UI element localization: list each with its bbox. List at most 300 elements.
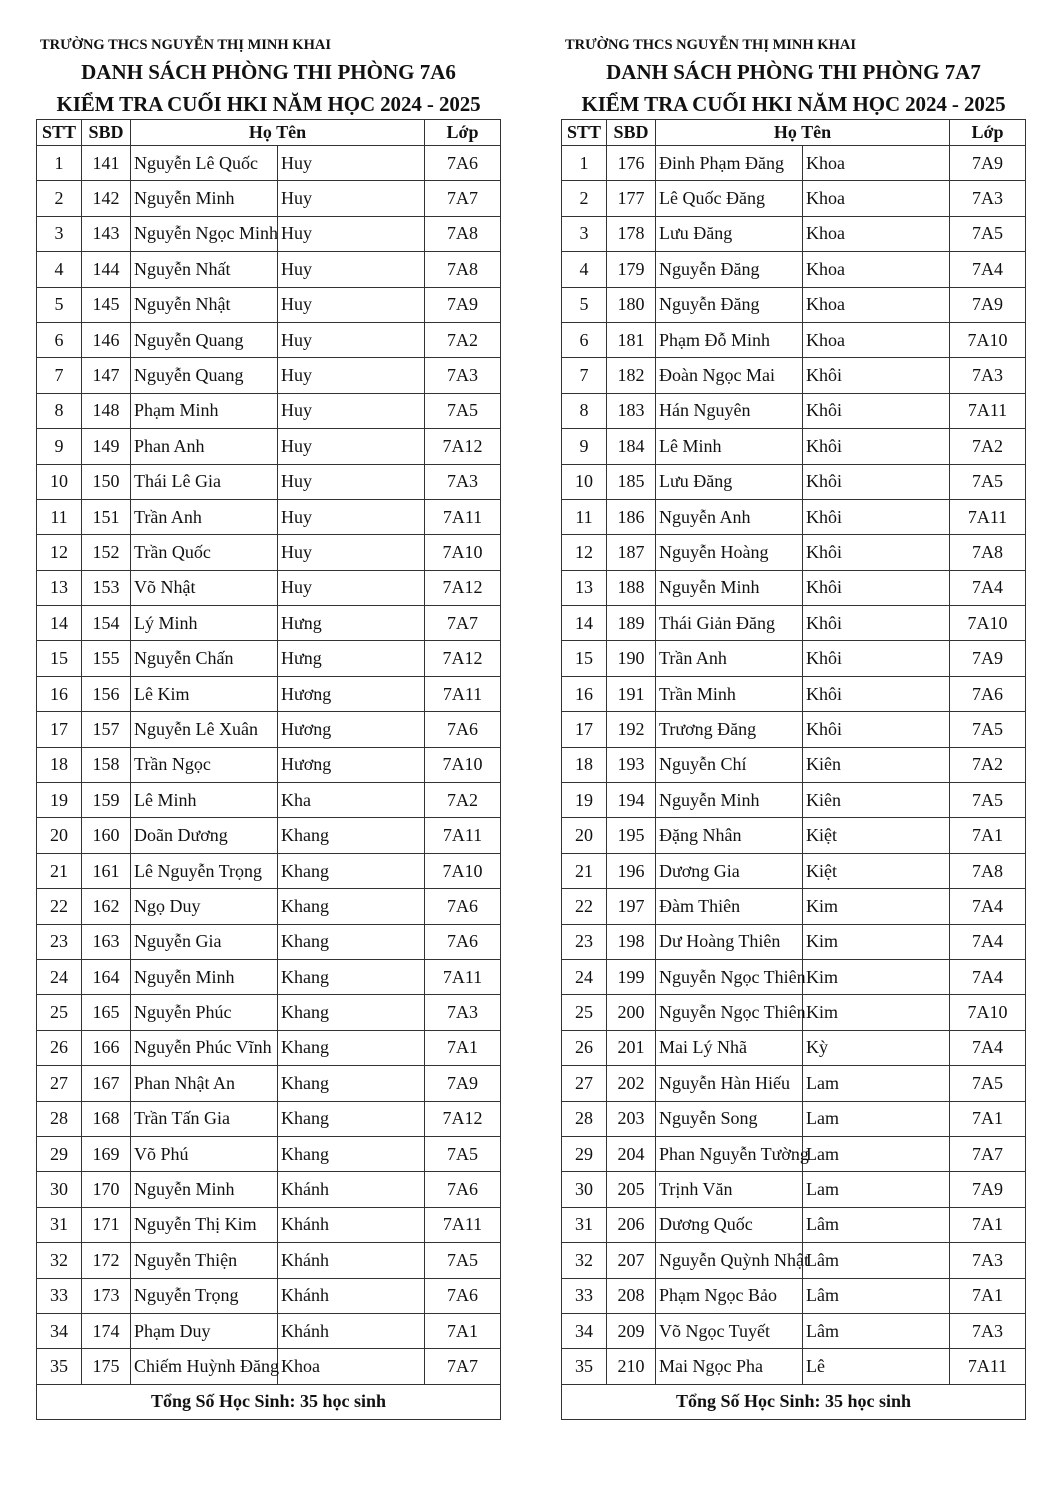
table-row — [37, 1030, 501, 1065]
table-row — [562, 712, 1026, 747]
table-row — [37, 995, 501, 1030]
cell-stt: 1 — [37, 146, 82, 181]
cell-sbd: 146 — [82, 322, 131, 357]
cell-ho: Hán Nguyên — [656, 393, 803, 428]
cell-lop: 7A6 — [425, 1172, 501, 1207]
cell-lop: 7A6 — [950, 676, 1026, 711]
cell-sbd: 203 — [607, 1101, 656, 1136]
cell-stt: 28 — [562, 1101, 607, 1136]
cell-ten: Lâm — [803, 1278, 950, 1313]
cell-ten: Khang — [278, 1066, 425, 1101]
table-row — [562, 535, 1026, 570]
cell-ho: Dương Gia — [656, 853, 803, 888]
table-row — [562, 1136, 1026, 1171]
table-row — [37, 429, 501, 464]
student-table — [36, 119, 501, 1420]
cell-ten: Khôi — [803, 499, 950, 534]
cell-ho: Trần Minh — [656, 676, 803, 711]
cell-ten: Kiên — [803, 783, 950, 818]
cell-sbd: 165 — [82, 995, 131, 1030]
cell-sbd: 206 — [607, 1207, 656, 1242]
cell-stt: 33 — [562, 1278, 607, 1313]
cell-stt: 12 — [562, 535, 607, 570]
cell-ten: Hương — [278, 747, 425, 782]
cell-stt: 13 — [562, 570, 607, 605]
cell-lop: 7A5 — [950, 712, 1026, 747]
cell-stt: 25 — [37, 995, 82, 1030]
cell-lop: 7A12 — [425, 1101, 501, 1136]
cell-stt: 23 — [562, 924, 607, 959]
cell-lop: 7A5 — [425, 1243, 501, 1278]
cell-stt: 19 — [37, 783, 82, 818]
cell-ten: Khánh — [278, 1243, 425, 1278]
cell-ten: Huy — [278, 499, 425, 534]
exam-subtitle: KIỂM TRA CUỐI HKI NĂM HỌC 2024 - 2025 — [56, 92, 481, 116]
cell-ten: Kim — [803, 924, 950, 959]
table-row — [37, 641, 501, 676]
table-row — [562, 606, 1026, 641]
table-row — [562, 181, 1026, 216]
table-row — [562, 959, 1026, 994]
table-row — [37, 499, 501, 534]
table-row — [37, 1313, 501, 1348]
cell-stt: 30 — [562, 1172, 607, 1207]
cell-ho: Nguyễn Quang — [131, 358, 278, 393]
table-row — [37, 853, 501, 888]
cell-sbd: 177 — [607, 181, 656, 216]
table-row — [562, 924, 1026, 959]
school-name: TRƯỜNG THCS NGUYỄN THỊ MINH KHAI — [565, 37, 856, 53]
cell-ten: Khang — [278, 959, 425, 994]
cell-lop: 7A4 — [950, 252, 1026, 287]
cell-sbd: 186 — [607, 499, 656, 534]
header-sbd: SBD — [607, 120, 656, 146]
cell-stt: 35 — [37, 1349, 82, 1384]
cell-sbd: 210 — [607, 1349, 656, 1384]
table-row — [37, 535, 501, 570]
cell-stt: 15 — [37, 641, 82, 676]
cell-lop: 7A10 — [425, 535, 501, 570]
table-row — [562, 641, 1026, 676]
table-row — [562, 252, 1026, 287]
table-row — [562, 818, 1026, 853]
cell-sbd: 154 — [82, 606, 131, 641]
cell-stt: 20 — [562, 818, 607, 853]
table-row — [37, 358, 501, 393]
cell-stt: 22 — [37, 889, 82, 924]
cell-ten: Huy — [278, 216, 425, 251]
header-sbd: SBD — [82, 120, 131, 146]
cell-sbd: 199 — [607, 959, 656, 994]
cell-ten: Lâm — [803, 1207, 950, 1242]
cell-ten: Khoa — [803, 252, 950, 287]
cell-lop: 7A5 — [950, 464, 1026, 499]
cell-sbd: 150 — [82, 464, 131, 499]
cell-sbd: 204 — [607, 1136, 656, 1171]
cell-ten: Khôi — [803, 570, 950, 605]
cell-stt: 9 — [562, 429, 607, 464]
cell-sbd: 147 — [82, 358, 131, 393]
cell-ho: Phan Nhật An — [131, 1066, 278, 1101]
cell-ten: Hưng — [278, 606, 425, 641]
cell-stt: 6 — [37, 322, 82, 357]
cell-sbd: 170 — [82, 1172, 131, 1207]
cell-ho: Nguyễn Ngọc Minh — [131, 216, 278, 251]
cell-ho: Nguyễn Chấn — [131, 641, 278, 676]
cell-ten: Khoa — [803, 322, 950, 357]
cell-ho: Lê Kim — [131, 676, 278, 711]
cell-lop: 7A1 — [950, 1278, 1026, 1313]
cell-ten: Kiên — [803, 747, 950, 782]
cell-stt: 11 — [37, 499, 82, 534]
cell-ho: Nguyễn Minh — [656, 570, 803, 605]
student-table — [561, 119, 1026, 1420]
cell-stt: 35 — [562, 1349, 607, 1384]
cell-stt: 2 — [37, 181, 82, 216]
cell-lop: 7A6 — [425, 924, 501, 959]
cell-sbd: 155 — [82, 641, 131, 676]
table-row — [562, 1066, 1026, 1101]
table-row — [562, 393, 1026, 428]
cell-lop: 7A2 — [950, 747, 1026, 782]
table-row — [562, 1030, 1026, 1065]
table-row — [37, 783, 501, 818]
table-row — [37, 1066, 501, 1101]
cell-stt: 31 — [562, 1207, 607, 1242]
cell-ten: Khang — [278, 818, 425, 853]
table-row — [562, 747, 1026, 782]
student-rows — [37, 146, 501, 1385]
cell-ho: Phạm Đỗ Minh — [656, 322, 803, 357]
cell-sbd: 164 — [82, 959, 131, 994]
cell-stt: 17 — [37, 712, 82, 747]
cell-lop: 7A3 — [950, 1243, 1026, 1278]
cell-sbd: 141 — [82, 146, 131, 181]
cell-ten: Lâm — [803, 1243, 950, 1278]
cell-lop: 7A9 — [950, 146, 1026, 181]
cell-sbd: 195 — [607, 818, 656, 853]
table-header-row — [562, 120, 1026, 146]
cell-ho: Nguyễn Đăng — [656, 252, 803, 287]
cell-ho: Nguyễn Song — [656, 1101, 803, 1136]
cell-lop: 7A10 — [425, 853, 501, 888]
cell-stt: 15 — [562, 641, 607, 676]
header-hoten: Họ Tên — [131, 120, 425, 146]
cell-ten: Lâm — [803, 1313, 950, 1348]
cell-stt: 27 — [37, 1066, 82, 1101]
cell-ho: Nguyễn Lê Xuân — [131, 712, 278, 747]
cell-ten: Khoa — [803, 181, 950, 216]
cell-lop: 7A8 — [950, 853, 1026, 888]
cell-ten: Kim — [803, 959, 950, 994]
cell-lop: 7A3 — [425, 995, 501, 1030]
cell-ho: Nguyễn Hàn Hiếu — [656, 1066, 803, 1101]
table-row — [37, 889, 501, 924]
cell-lop: 7A6 — [425, 1278, 501, 1313]
cell-sbd: 181 — [607, 322, 656, 357]
cell-lop: 7A10 — [950, 606, 1026, 641]
cell-sbd: 145 — [82, 287, 131, 322]
cell-lop: 7A11 — [950, 393, 1026, 428]
cell-ten: Khôi — [803, 535, 950, 570]
cell-ten: Khôi — [803, 606, 950, 641]
exam-subtitle: KIỂM TRA CUỐI HKI NĂM HỌC 2024 - 2025 — [581, 92, 1006, 116]
cell-ten: Khôi — [803, 676, 950, 711]
cell-lop: 7A7 — [950, 1136, 1026, 1171]
cell-ten: Huy — [278, 429, 425, 464]
cell-lop: 7A10 — [950, 322, 1026, 357]
cell-sbd: 193 — [607, 747, 656, 782]
cell-lop: 7A7 — [425, 181, 501, 216]
cell-ho: Lý Minh — [131, 606, 278, 641]
cell-ho: Lưu Đăng — [656, 464, 803, 499]
cell-lop: 7A5 — [425, 1136, 501, 1171]
table-row — [37, 606, 501, 641]
table-row — [562, 287, 1026, 322]
table-row — [562, 570, 1026, 605]
cell-stt: 5 — [562, 287, 607, 322]
cell-ten: Huy — [278, 252, 425, 287]
cell-stt: 21 — [562, 853, 607, 888]
cell-lop: 7A1 — [425, 1313, 501, 1348]
table-row — [562, 889, 1026, 924]
cell-ho: Võ Nhật — [131, 570, 278, 605]
cell-ho: Trần Ngọc — [131, 747, 278, 782]
cell-ho: Lê Minh — [656, 429, 803, 464]
cell-ho: Đặng Nhân — [656, 818, 803, 853]
cell-stt: 14 — [37, 606, 82, 641]
cell-lop: 7A11 — [950, 1349, 1026, 1384]
cell-ten: Khánh — [278, 1207, 425, 1242]
cell-stt: 29 — [37, 1136, 82, 1171]
cell-ten: Lam — [803, 1136, 950, 1171]
cell-sbd: 197 — [607, 889, 656, 924]
cell-sbd: 159 — [82, 783, 131, 818]
cell-ten: Khôi — [803, 712, 950, 747]
cell-lop: 7A12 — [425, 570, 501, 605]
table-row — [562, 1101, 1026, 1136]
cell-ten: Kiệt — [803, 853, 950, 888]
room-title: DANH SÁCH PHÒNG THI PHÒNG 7A7 — [606, 60, 981, 84]
cell-ho: Ngọ Duy — [131, 889, 278, 924]
table-row — [37, 676, 501, 711]
total-students: Tổng Số Học Sinh: 35 học sinh — [37, 1384, 501, 1419]
room-title: DANH SÁCH PHÒNG THI PHÒNG 7A6 — [81, 60, 456, 84]
cell-stt: 27 — [562, 1066, 607, 1101]
cell-sbd: 184 — [607, 429, 656, 464]
cell-ten: Kim — [803, 889, 950, 924]
cell-ho: Nguyễn Thiện — [131, 1243, 278, 1278]
cell-ten: Khôi — [803, 429, 950, 464]
cell-lop: 7A12 — [425, 641, 501, 676]
table-row — [562, 1349, 1026, 1384]
cell-ten: Khánh — [278, 1278, 425, 1313]
cell-stt: 30 — [37, 1172, 82, 1207]
table-row — [37, 1349, 501, 1384]
cell-ten: Huy — [278, 287, 425, 322]
cell-stt: 9 — [37, 429, 82, 464]
table-row — [37, 712, 501, 747]
cell-sbd: 202 — [607, 1066, 656, 1101]
cell-sbd: 179 — [607, 252, 656, 287]
cell-lop: 7A8 — [425, 252, 501, 287]
table-row — [562, 358, 1026, 393]
cell-lop: 7A4 — [950, 959, 1026, 994]
cell-sbd: 190 — [607, 641, 656, 676]
table-row — [37, 1278, 501, 1313]
cell-ten: Lam — [803, 1066, 950, 1101]
cell-sbd: 156 — [82, 676, 131, 711]
cell-ten: Khang — [278, 1030, 425, 1065]
cell-ho: Nguyễn Gia — [131, 924, 278, 959]
cell-stt: 16 — [562, 676, 607, 711]
cell-stt: 2 — [562, 181, 607, 216]
cell-ten: Hưng — [278, 641, 425, 676]
cell-stt: 26 — [37, 1030, 82, 1065]
cell-sbd: 143 — [82, 216, 131, 251]
cell-sbd: 176 — [607, 146, 656, 181]
cell-ho: Đinh Phạm Đăng — [656, 146, 803, 181]
cell-stt: 16 — [37, 676, 82, 711]
cell-ho: Nguyễn Quang — [131, 322, 278, 357]
cell-sbd: 191 — [607, 676, 656, 711]
table-row — [562, 322, 1026, 357]
table-row — [37, 1243, 501, 1278]
cell-sbd: 153 — [82, 570, 131, 605]
cell-ten: Huy — [278, 358, 425, 393]
cell-lop: 7A2 — [425, 783, 501, 818]
cell-ten: Khang — [278, 1101, 425, 1136]
cell-lop: 7A5 — [950, 783, 1026, 818]
cell-stt: 8 — [562, 393, 607, 428]
cell-stt: 3 — [37, 216, 82, 251]
cell-ho: Nguyễn Thị Kim — [131, 1207, 278, 1242]
table-row — [37, 959, 501, 994]
cell-lop: 7A5 — [425, 393, 501, 428]
cell-ten: Khoa — [278, 1349, 425, 1384]
cell-lop: 7A11 — [950, 499, 1026, 534]
cell-lop: 7A9 — [950, 287, 1026, 322]
cell-sbd: 182 — [607, 358, 656, 393]
cell-sbd: 152 — [82, 535, 131, 570]
cell-ten: Lam — [803, 1101, 950, 1136]
cell-ho: Mai Ngọc Pha — [656, 1349, 803, 1384]
cell-ho: Phạm Minh — [131, 393, 278, 428]
cell-ho: Nguyễn Phúc Vĩnh — [131, 1030, 278, 1065]
cell-ho: Thái Lê Gia — [131, 464, 278, 499]
table-row — [37, 216, 501, 251]
cell-ho: Trần Tấn Gia — [131, 1101, 278, 1136]
cell-sbd: 196 — [607, 853, 656, 888]
table-row — [562, 783, 1026, 818]
cell-lop: 7A11 — [425, 1207, 501, 1242]
table-row — [562, 676, 1026, 711]
cell-lop: 7A8 — [425, 216, 501, 251]
cell-ho: Chiếm Huỳnh Đăng — [131, 1349, 278, 1384]
cell-stt: 31 — [37, 1207, 82, 1242]
cell-sbd: 200 — [607, 995, 656, 1030]
cell-stt: 7 — [37, 358, 82, 393]
cell-stt: 14 — [562, 606, 607, 641]
cell-sbd: 198 — [607, 924, 656, 959]
cell-ho: Lê Quốc Đăng — [656, 181, 803, 216]
cell-sbd: 161 — [82, 853, 131, 888]
cell-sbd: 173 — [82, 1278, 131, 1313]
cell-stt: 23 — [37, 924, 82, 959]
header-stt: STT — [562, 120, 607, 146]
table-row — [562, 1278, 1026, 1313]
table-row — [37, 181, 501, 216]
table-row — [562, 1313, 1026, 1348]
cell-lop: 7A6 — [425, 889, 501, 924]
cell-ho: Nguyễn Ngọc Thiên — [656, 959, 803, 994]
table-row — [37, 1101, 501, 1136]
cell-lop: 7A2 — [950, 429, 1026, 464]
table-row — [562, 499, 1026, 534]
cell-ten: Huy — [278, 322, 425, 357]
cell-sbd: 194 — [607, 783, 656, 818]
cell-stt: 28 — [37, 1101, 82, 1136]
table-row — [37, 464, 501, 499]
cell-ten: Kỳ — [803, 1030, 950, 1065]
cell-lop: 7A3 — [950, 358, 1026, 393]
cell-lop: 7A8 — [950, 535, 1026, 570]
cell-sbd: 180 — [607, 287, 656, 322]
table-row — [562, 464, 1026, 499]
cell-stt: 3 — [562, 216, 607, 251]
cell-ten: Hương — [278, 676, 425, 711]
cell-ho: Võ Ngọc Tuyết — [656, 1313, 803, 1348]
cell-ho: Dương Quốc — [656, 1207, 803, 1242]
cell-ten: Huy — [278, 570, 425, 605]
table-row — [37, 1172, 501, 1207]
cell-stt: 29 — [562, 1136, 607, 1171]
cell-ho: Nguyễn Minh — [656, 783, 803, 818]
cell-stt: 5 — [37, 287, 82, 322]
cell-stt: 18 — [562, 747, 607, 782]
cell-ten: Khoa — [803, 287, 950, 322]
cell-lop: 7A7 — [425, 606, 501, 641]
cell-ten: Khang — [278, 924, 425, 959]
cell-sbd: 188 — [607, 570, 656, 605]
cell-ten: Kim — [803, 995, 950, 1030]
cell-ho: Trịnh Văn — [656, 1172, 803, 1207]
cell-sbd: 185 — [607, 464, 656, 499]
cell-stt: 20 — [37, 818, 82, 853]
cell-stt: 7 — [562, 358, 607, 393]
cell-ho: Dư Hoàng Thiên — [656, 924, 803, 959]
cell-ho: Trương Đăng — [656, 712, 803, 747]
cell-ho: Nguyễn Minh — [131, 1172, 278, 1207]
cell-ten: Khôi — [803, 641, 950, 676]
cell-lop: 7A10 — [950, 995, 1026, 1030]
cell-ten: Huy — [278, 393, 425, 428]
cell-ho: Lưu Đăng — [656, 216, 803, 251]
table-row — [37, 747, 501, 782]
cell-sbd: 187 — [607, 535, 656, 570]
cell-ho: Trần Quốc — [131, 535, 278, 570]
cell-lop: 7A11 — [425, 818, 501, 853]
cell-lop: 7A9 — [950, 1172, 1026, 1207]
cell-ho: Nguyễn Nhất — [131, 252, 278, 287]
cell-lop: 7A11 — [425, 959, 501, 994]
school-name: TRƯỜNG THCS NGUYỄN THỊ MINH KHAI — [40, 37, 331, 53]
cell-stt: 24 — [562, 959, 607, 994]
room-panel-7a7 — [561, 34, 1026, 1420]
cell-lop: 7A3 — [425, 358, 501, 393]
header-stt: STT — [37, 120, 82, 146]
cell-sbd: 175 — [82, 1349, 131, 1384]
